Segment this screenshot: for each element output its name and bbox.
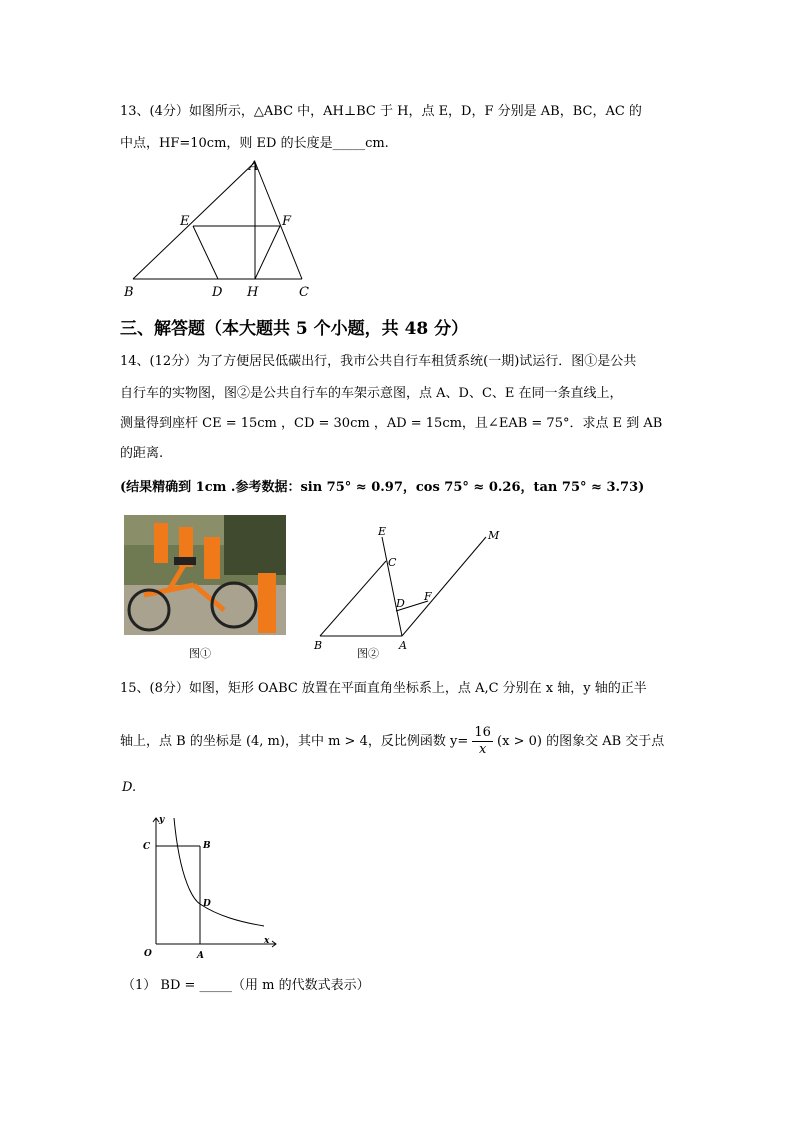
q15-label-x: x — [264, 936, 270, 946]
q13-triangle-figure — [118, 155, 328, 300]
q15-fraction-denominator: x — [478, 742, 487, 757]
q13-label-f: F — [282, 214, 292, 229]
q15-fraction — [472, 725, 493, 758]
section-heading: 三、解答题（本大题共 5 个小题，共 48 分） — [120, 319, 469, 339]
q14-line4: 的距离. — [120, 446, 164, 461]
q14-line2: 自行车的实物图，图②是公共自行车的车架示意图，点 A、D、C、E 在同一条直线上， — [120, 386, 623, 401]
q15-line2 — [120, 722, 664, 762]
q13-label-c: C — [299, 285, 309, 300]
q14-label-c: C — [388, 556, 397, 569]
bike-frame-diagram — [310, 525, 510, 655]
q13-label-a: A — [249, 159, 259, 174]
q13-label-d: D — [212, 285, 223, 300]
q14-label-b: B — [314, 639, 323, 652]
q14-line1: 14、(12分）为了方便居民低碳出行，我市公共自行车租赁系统(一期)试运行．图①是公共 — [120, 354, 637, 369]
q13-label-h: H — [247, 285, 259, 300]
q14-label-d: D — [396, 597, 405, 610]
q14-line5: (结果精确到 1cm .参考数据：sin 75° ≈ 0.97，cos 75° ≈ 0.26，tan 75° ≈ 3.73) — [120, 480, 645, 495]
q15-coordinate-figure — [136, 812, 286, 962]
q13-line2: 中点，HF=10cm，则 ED 的长度是_____cm. — [120, 136, 389, 151]
q14-line3: 测量得到座杆 CE = 15cm ，CD = 30cm ，AD = 15cm，且∠EAB = 75°．求点 E 到 AB — [120, 416, 663, 431]
q14-label-m: M — [488, 529, 500, 542]
q15-line1: 15、(8分）如图，矩形 OABC 放置在平面直角坐标系上，点 A,C 分别在 x 轴，y 轴的正半 — [120, 681, 647, 696]
q15-label-c: C — [143, 842, 151, 852]
q14-label-a: A — [399, 639, 407, 652]
q15-line2-post: (x > 0) 的图象交 AB 交于点 — [497, 734, 665, 749]
q15-label-o: O — [144, 949, 152, 959]
q15-label-y: y — [159, 815, 165, 825]
q15-sub1: （1） BD = _____（用 m 的代数式表示） — [122, 978, 370, 993]
q15-fraction-numerator: 16 — [474, 725, 491, 740]
photo-caption: 图① — [189, 647, 211, 660]
q15-label-a: A — [197, 951, 204, 961]
q13-label-b: B — [124, 285, 134, 300]
bicycle-photo — [124, 515, 286, 635]
q15-label-b: B — [203, 841, 211, 851]
q15-line3: D. — [122, 780, 137, 795]
q13-line1: 13、(4分）如图所示，△ABC 中，AH⊥BC 于 H，点 E，D，F 分别是 AB，BC，AC 的 — [120, 104, 642, 119]
diagram-caption: 图② — [357, 647, 379, 660]
q13-label-e: E — [180, 214, 190, 229]
q15-line2-pre: 轴上，点 B 的坐标是 (4, m)，其中 m > 4，反比例函数 y= — [120, 734, 469, 749]
q15-label-d: D — [203, 899, 211, 909]
q14-label-e: E — [378, 525, 387, 538]
q14-label-f: F — [424, 590, 432, 603]
